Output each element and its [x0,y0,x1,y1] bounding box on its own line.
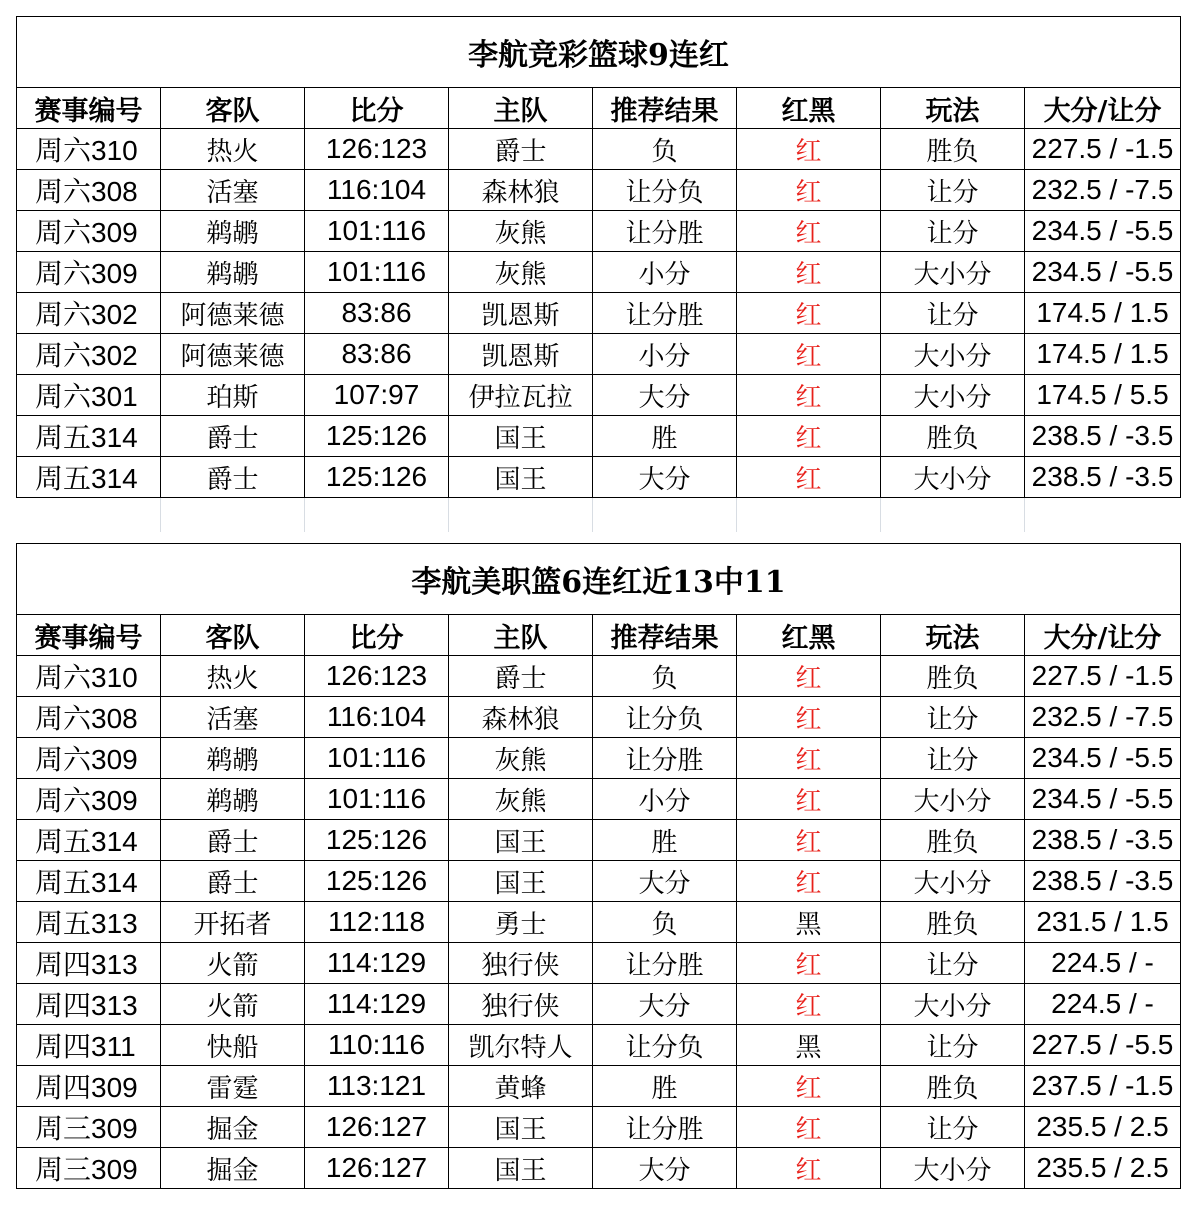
cell-type: 大小分 [881,861,1025,902]
cell-type: 胜负 [881,416,1025,457]
cell-away: 活塞 [161,170,305,211]
cell-away: 爵士 [161,457,305,498]
cell-pick: 小分 [593,252,737,293]
cell-line: 174.5 / 1.5 [1025,334,1181,375]
cell-away: 热火 [161,129,305,170]
cell-away: 阿德莱德 [161,293,305,334]
cell-score: 126:123 [305,129,449,170]
cell-pick: 大分 [593,984,737,1025]
cell-pick: 小分 [593,779,737,820]
cell-home: 森林狼 [449,170,593,211]
cell-line: 231.5 / 1.5 [1025,902,1181,943]
cell-id: 周三309 [17,1148,161,1189]
cell-result: 红 [737,334,881,375]
table-row [17,1025,1181,1066]
cell-score: 101:116 [305,779,449,820]
cell-away: 快船 [161,1025,305,1066]
cell-id: 周五314 [17,416,161,457]
cell-result: 红 [737,820,881,861]
cell-result: 红 [737,252,881,293]
results-table-1 [16,16,1181,532]
cell-score: 101:116 [305,738,449,779]
cell-home: 灰熊 [449,779,593,820]
cell-away: 活塞 [161,697,305,738]
spacer-cell [449,498,593,533]
cell-pick: 让分胜 [593,738,737,779]
column-header: 比分 [305,88,449,129]
cell-type: 让分 [881,211,1025,252]
spacer-cell [17,498,161,533]
cell-type: 让分 [881,697,1025,738]
cell-away: 鹈鹕 [161,779,305,820]
table-row [17,252,1181,293]
cell-away: 热火 [161,656,305,697]
cell-type: 大小分 [881,779,1025,820]
cell-home: 国王 [449,1148,593,1189]
cell-id: 周四311 [17,1025,161,1066]
cell-pick: 负 [593,129,737,170]
spacer-row [17,498,1181,533]
column-header: 推荐结果 [593,615,737,656]
cell-result: 红 [737,457,881,498]
cell-away: 鹈鹕 [161,738,305,779]
cell-id: 周五314 [17,457,161,498]
cell-score: 125:126 [305,457,449,498]
header-row [17,88,1181,129]
cell-home: 国王 [449,1107,593,1148]
cell-score: 101:116 [305,211,449,252]
results-table-2 [16,543,1181,1189]
cell-result: 红 [737,416,881,457]
cell-away: 火箭 [161,943,305,984]
cell-line: 227.5 / -1.5 [1025,656,1181,697]
cell-id: 周三309 [17,1107,161,1148]
column-header: 客队 [161,88,305,129]
table-title: 李航竞彩篮球9连红 [17,17,1181,88]
table-row [17,129,1181,170]
cell-line: 227.5 / -1.5 [1025,129,1181,170]
cell-result: 红 [737,861,881,902]
cell-type: 大小分 [881,334,1025,375]
cell-score: 101:116 [305,252,449,293]
cell-result: 红 [737,211,881,252]
spacer-cell [881,498,1025,533]
cell-result: 红 [737,943,881,984]
cell-pick: 让分胜 [593,211,737,252]
cell-id: 周六309 [17,211,161,252]
table-row [17,902,1181,943]
cell-result: 黑 [737,902,881,943]
cell-home: 凯尔特人 [449,1025,593,1066]
cell-line: 234.5 / -5.5 [1025,779,1181,820]
cell-home: 国王 [449,457,593,498]
cell-home: 黄蜂 [449,1066,593,1107]
column-header: 玩法 [881,88,1025,129]
cell-home: 伊拉瓦拉 [449,375,593,416]
column-header: 主队 [449,88,593,129]
cell-id: 周五314 [17,820,161,861]
cell-id: 周六310 [17,656,161,697]
cell-id: 周四313 [17,943,161,984]
table-row [17,293,1181,334]
cell-home: 勇士 [449,902,593,943]
cell-pick: 让分负 [593,170,737,211]
cell-pick: 让分胜 [593,293,737,334]
table-row [17,656,1181,697]
table-row [17,375,1181,416]
cell-result: 红 [737,293,881,334]
cell-pick: 大分 [593,1148,737,1189]
cell-result: 红 [737,656,881,697]
cell-line: 238.5 / -3.5 [1025,457,1181,498]
spacer-cell [593,498,737,533]
cell-pick: 胜 [593,416,737,457]
cell-pick: 小分 [593,334,737,375]
cell-id: 周六310 [17,129,161,170]
cell-id: 周六309 [17,779,161,820]
cell-score: 110:116 [305,1025,449,1066]
spacer-cell [161,498,305,533]
cell-home: 爵士 [449,129,593,170]
table-row [17,457,1181,498]
cell-home: 森林狼 [449,697,593,738]
header-row [17,615,1181,656]
cell-home: 国王 [449,861,593,902]
cell-id: 周六301 [17,375,161,416]
cell-line: 238.5 / -3.5 [1025,820,1181,861]
cell-id: 周四309 [17,1066,161,1107]
cell-type: 大小分 [881,1148,1025,1189]
cell-away: 掘金 [161,1148,305,1189]
cell-pick: 大分 [593,375,737,416]
table-row [17,861,1181,902]
cell-pick: 大分 [593,457,737,498]
cell-id: 周六302 [17,334,161,375]
cell-type: 让分 [881,170,1025,211]
table-row [17,697,1181,738]
cell-score: 126:127 [305,1148,449,1189]
cell-id: 周五314 [17,861,161,902]
cell-id: 周六309 [17,738,161,779]
column-header: 主队 [449,615,593,656]
cell-pick: 胜 [593,820,737,861]
table-row [17,1066,1181,1107]
table-row [17,334,1181,375]
cell-line: 234.5 / -5.5 [1025,738,1181,779]
cell-home: 灰熊 [449,738,593,779]
cell-line: 237.5 / -1.5 [1025,1066,1181,1107]
cell-away: 阿德莱德 [161,334,305,375]
cell-away: 雷霆 [161,1066,305,1107]
table-row [17,779,1181,820]
table-row [17,1148,1181,1189]
cell-away: 爵士 [161,416,305,457]
cell-home: 凯恩斯 [449,293,593,334]
cell-home: 独行侠 [449,943,593,984]
cell-score: 116:104 [305,170,449,211]
cell-score: 83:86 [305,334,449,375]
cell-home: 独行侠 [449,984,593,1025]
cell-line: 224.5 / - [1025,984,1181,1025]
cell-pick: 让分负 [593,697,737,738]
cell-result: 红 [737,779,881,820]
cell-away: 鹈鹕 [161,211,305,252]
spacer-cell [305,498,449,533]
cell-line: 174.5 / 1.5 [1025,293,1181,334]
cell-type: 让分 [881,1025,1025,1066]
column-header: 赛事编号 [17,615,161,656]
cell-id: 周六308 [17,697,161,738]
table-row [17,943,1181,984]
column-header: 红黑 [737,615,881,656]
cell-type: 让分 [881,293,1025,334]
cell-score: 125:126 [305,416,449,457]
cell-line: 238.5 / -3.5 [1025,416,1181,457]
cell-id: 周六308 [17,170,161,211]
spacer-cell [1025,498,1181,533]
spacer-cell [737,498,881,533]
cell-type: 让分 [881,1107,1025,1148]
cell-type: 让分 [881,738,1025,779]
column-header: 大分/让分 [1025,88,1181,129]
cell-id: 周六309 [17,252,161,293]
cell-line: 235.5 / 2.5 [1025,1148,1181,1189]
cell-pick: 让分负 [593,1025,737,1066]
cell-home: 国王 [449,416,593,457]
cell-line: 227.5 / -5.5 [1025,1025,1181,1066]
cell-type: 大小分 [881,984,1025,1025]
column-header: 玩法 [881,615,1025,656]
cell-score: 112:118 [305,902,449,943]
cell-type: 胜负 [881,1066,1025,1107]
cell-score: 116:104 [305,697,449,738]
cell-score: 114:129 [305,943,449,984]
cell-id: 周六302 [17,293,161,334]
cell-line: 234.5 / -5.5 [1025,211,1181,252]
cell-pick: 负 [593,656,737,697]
column-header: 红黑 [737,88,881,129]
cell-result: 红 [737,738,881,779]
cell-pick: 负 [593,902,737,943]
cell-home: 国王 [449,820,593,861]
cell-pick: 让分胜 [593,1107,737,1148]
cell-type: 胜负 [881,902,1025,943]
table-row [17,416,1181,457]
cell-result: 红 [737,170,881,211]
cell-score: 125:126 [305,861,449,902]
table-row [17,1107,1181,1148]
cell-pick: 胜 [593,1066,737,1107]
cell-result: 黑 [737,1025,881,1066]
cell-score: 126:127 [305,1107,449,1148]
results-table-2-wrapper [16,543,1180,1189]
cell-id: 周四313 [17,984,161,1025]
cell-type: 大小分 [881,252,1025,293]
cell-result: 红 [737,984,881,1025]
table-row [17,738,1181,779]
cell-away: 爵士 [161,820,305,861]
cell-type: 胜负 [881,656,1025,697]
cell-away: 爵士 [161,861,305,902]
results-table-1-wrapper [16,16,1180,532]
cell-line: 234.5 / -5.5 [1025,252,1181,293]
cell-score: 113:121 [305,1066,449,1107]
table-title: 李航美职篮6连红近13中11 [17,544,1181,615]
column-header: 比分 [305,615,449,656]
cell-line: 224.5 / - [1025,943,1181,984]
column-header: 客队 [161,615,305,656]
cell-line: 238.5 / -3.5 [1025,861,1181,902]
cell-result: 红 [737,697,881,738]
cell-away: 开拓者 [161,902,305,943]
cell-line: 174.5 / 5.5 [1025,375,1181,416]
cell-pick: 大分 [593,861,737,902]
cell-home: 灰熊 [449,211,593,252]
cell-line: 235.5 / 2.5 [1025,1107,1181,1148]
cell-score: 125:126 [305,820,449,861]
column-header: 推荐结果 [593,88,737,129]
cell-away: 珀斯 [161,375,305,416]
cell-score: 126:123 [305,656,449,697]
cell-home: 灰熊 [449,252,593,293]
table-row [17,170,1181,211]
cell-score: 107:97 [305,375,449,416]
cell-home: 凯恩斯 [449,334,593,375]
cell-score: 83:86 [305,293,449,334]
table-row [17,984,1181,1025]
table-row [17,211,1181,252]
cell-result: 红 [737,1066,881,1107]
cell-result: 红 [737,1107,881,1148]
cell-home: 爵士 [449,656,593,697]
cell-result: 红 [737,375,881,416]
cell-result: 红 [737,129,881,170]
cell-pick: 让分胜 [593,943,737,984]
cell-line: 232.5 / -7.5 [1025,697,1181,738]
cell-score: 114:129 [305,984,449,1025]
cell-away: 鹈鹕 [161,252,305,293]
cell-type: 让分 [881,943,1025,984]
cell-id: 周五313 [17,902,161,943]
cell-away: 掘金 [161,1107,305,1148]
cell-type: 胜负 [881,129,1025,170]
cell-type: 大小分 [881,375,1025,416]
table-row [17,820,1181,861]
cell-type: 胜负 [881,820,1025,861]
cell-result: 红 [737,1148,881,1189]
cell-away: 火箭 [161,984,305,1025]
cell-line: 232.5 / -7.5 [1025,170,1181,211]
column-header: 赛事编号 [17,88,161,129]
column-header: 大分/让分 [1025,615,1181,656]
cell-type: 大小分 [881,457,1025,498]
